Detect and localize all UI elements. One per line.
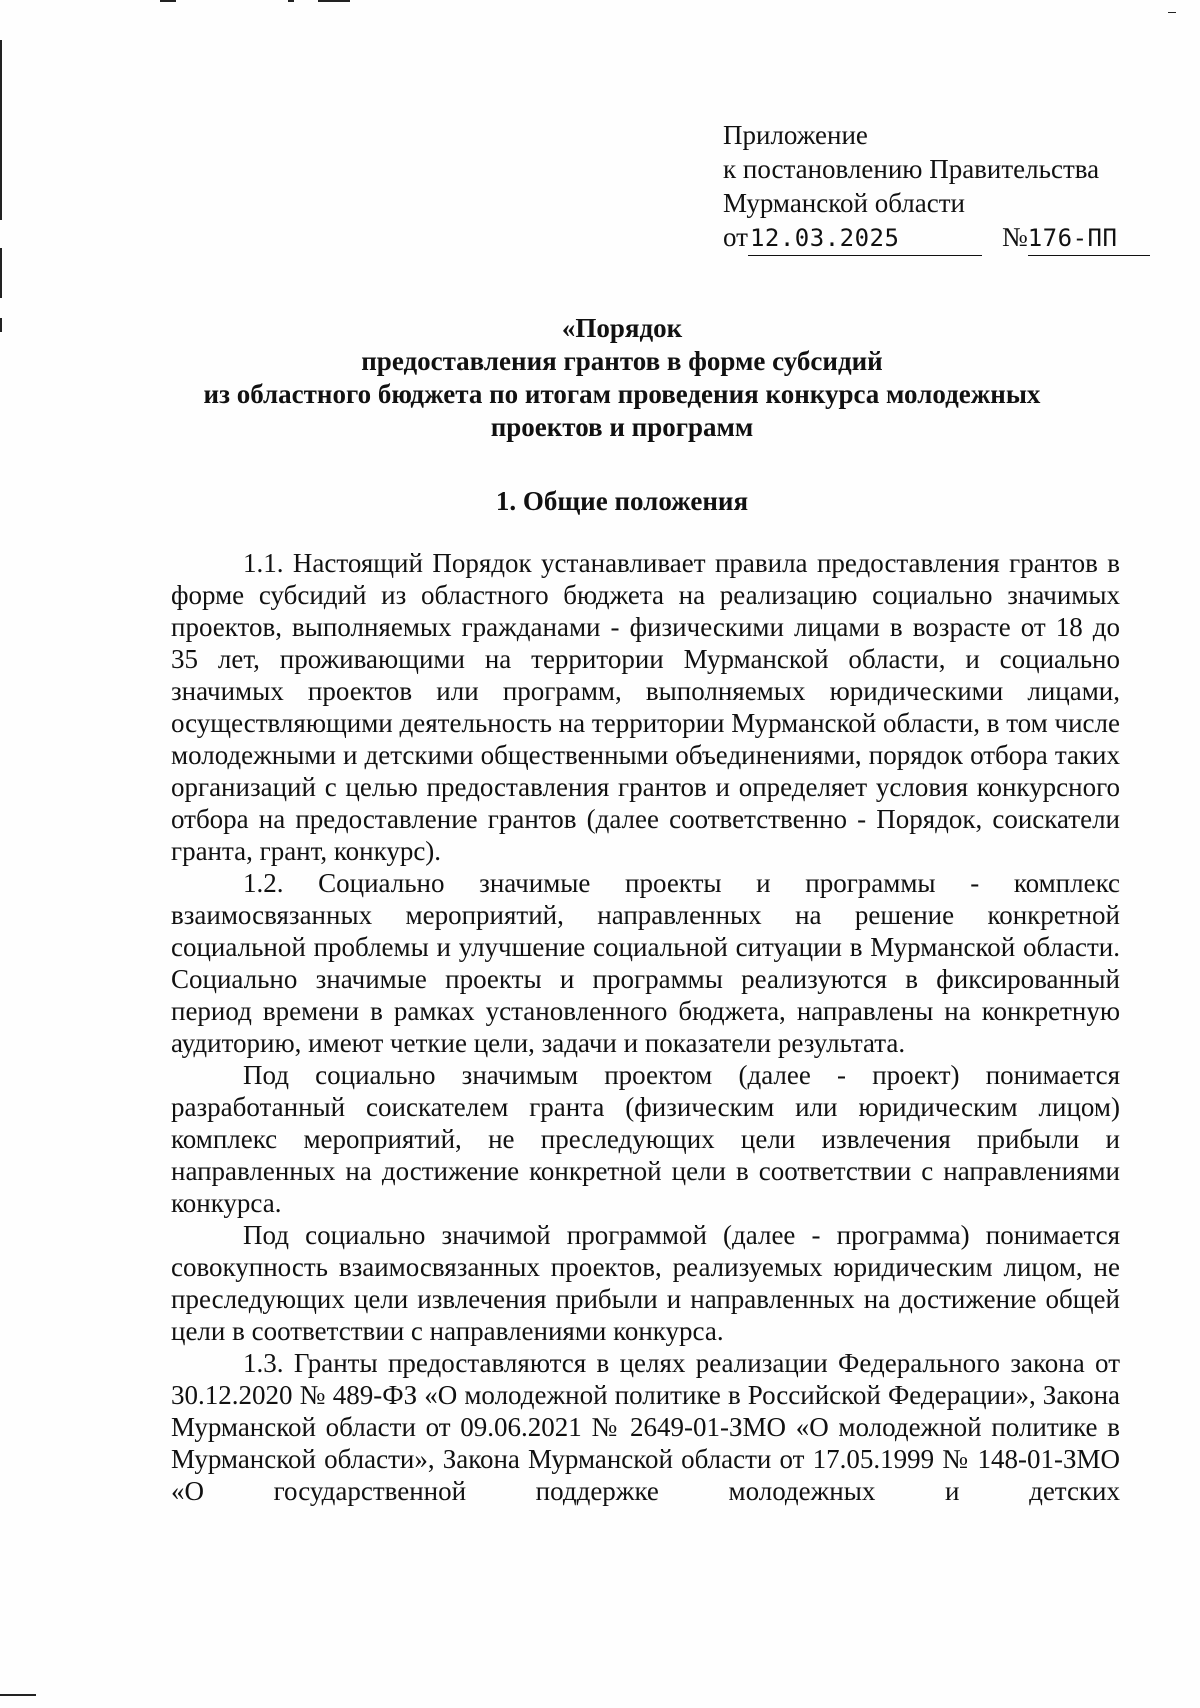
body-text (171, 547, 1120, 1507)
appendix-line-2: к постановлению Правительства (723, 154, 1100, 184)
date-prefix: от (723, 222, 748, 252)
number-prefix: № (1001, 222, 1028, 252)
title-line-4: проектов и программ (490, 412, 754, 442)
section-heading: 1. Общие положения (495, 486, 749, 516)
paragraph-1-3: 1.3. Гранты предоставляются в целях реализации Федерального закона от 30.12.2020 № 489-ФЗ «О молодежной политике в Российской Федерации», Закона Мурманской области от 09.06.2021 № 2649-01-ЗМО «О молодежной политике в Мурманской области», Закона Мурманской области от 17.05.1999 № 148-01-ЗМО «О государственной поддержке молодежных и детских (171, 1348, 1120, 1506)
title-line-1: «Порядок (561, 313, 683, 343)
appendix-date-line (723, 220, 1150, 256)
scan-artifact-bottom-left (0, 1694, 36, 1696)
title-line-3: из областного бюджета по итогам проведения конкурса молодежных (203, 379, 1041, 409)
appendix-line-3: Мурманской области (723, 188, 965, 218)
appendix-block (723, 118, 1150, 256)
title-line-2: предоставления грантов в форме субсидий (361, 346, 883, 376)
paragraph-1-2: 1.2. Социально значимые проекты и программы - комплекс взаимосвязанных мероприятий, направленных на решение конкретной социальной проблемы и улучшение социальной ситуации в Мурманской области. Социально значимые проекты и программы реализуются в фиксированный период времени в рамках установленного бюджета, направлены на конкретную аудиторию, имеют четкие цели, задачи и показатели результата. (171, 868, 1120, 1058)
appendix-line-1: Приложение (723, 120, 868, 150)
number-value: 176-ПП (1028, 221, 1150, 256)
scan-artifact-left-3 (0, 318, 2, 332)
scan-artifact-top-3 (318, 0, 350, 2)
paragraph-1-1: 1.1. Настоящий Порядок устанавливает правила предоставления грантов в форме субсидий из областного бюджета на реализацию социально значимых проектов, выполняемых гражданами - физическими лицами в возрасте от 18 до 35 лет, проживающими на территории Мурманской области, и социально значимых проектов или программ, выполняемых юридическими лицами, осуществляющими деятельность на территории Мурманской области, в том числе молодежными и детскими общественными объединениями, порядок отбора таких организаций с целью предоставления грантов и определяет условия конкурсного отбора на предоставление грантов (далее соответственно - Порядок, соискатели гранта, грант, конкурс). (171, 548, 1120, 866)
scan-artifact-top-right (1168, 12, 1176, 13)
date-value: 12.03.2025 (748, 221, 982, 256)
scan-artifact-left-1 (0, 40, 2, 220)
scan-artifact-top-1 (160, 0, 176, 2)
scan-artifact-top-2 (288, 0, 294, 2)
paragraph-program-definition: Под социально значимой программой (далее - программа) понимается совокупность взаимосвязанных проектов, реализуемых юридическим лицом, не преследующих цели извлечения прибыли и направленных на достижение общей цели в соответствии с направлениями конкурса. (171, 1220, 1120, 1346)
document-title (150, 312, 1094, 444)
paragraph-project-definition: Под социально значимым проектом (далее - проект) понимается разработанный соискателем гранта (физическим или юридическим лицом) комплекс мероприятий, не преследующих цели извлечения прибыли и направленных на достижение конкретной цели в соответствии с направлениями конкурса. (171, 1060, 1120, 1218)
scan-artifact-left-2 (0, 248, 2, 298)
